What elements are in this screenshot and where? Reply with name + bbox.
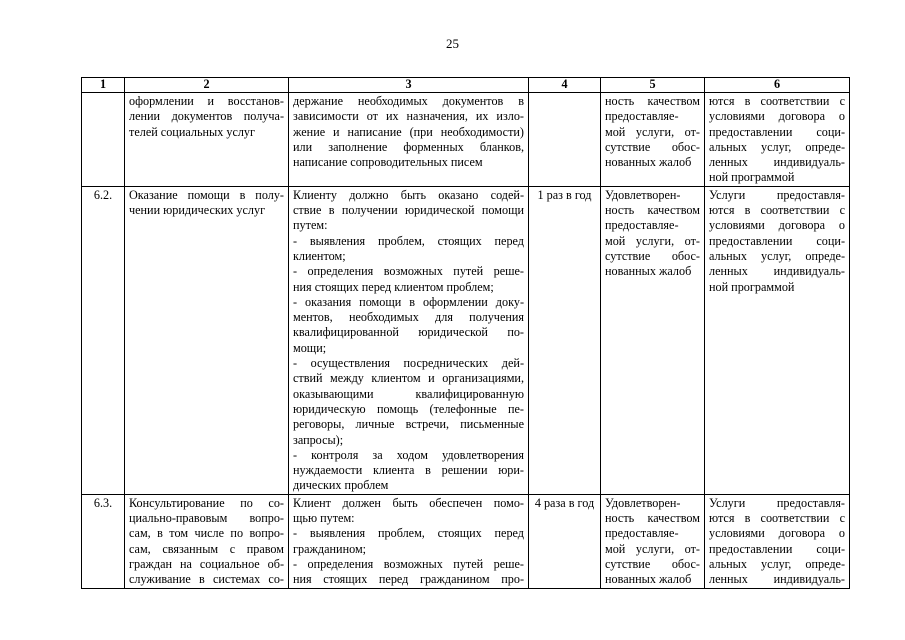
quality-indicators-line: Удовлетворен- — [605, 495, 681, 510]
service-description-line: - оказания помощи в оформлении доку- — [293, 294, 524, 309]
service-description-line: оказывающими квалифицированную — [293, 386, 524, 401]
service-description-line: путем: — [293, 218, 328, 233]
quality-indicators-line: ность качеством — [605, 94, 700, 108]
service-description-line: держание необходимых документов в — [293, 94, 524, 108]
service-description-line: квалифицированной юридической по- — [293, 325, 524, 340]
service-description-cell — [289, 494, 529, 588]
column-header-3: 3 — [289, 78, 529, 93]
service-description-line: дических проблем — [293, 478, 389, 493]
column-header-2: 2 — [125, 78, 289, 93]
column-header-1: 1 — [82, 78, 125, 93]
services-table — [81, 77, 850, 589]
service-conditions-line: ленных индивидуаль- — [709, 264, 845, 279]
table-row — [82, 93, 850, 187]
service-name-line: сам, связанным с правом — [129, 541, 284, 556]
service-description-line: реговоры, личные встречи, письменные — [293, 417, 524, 432]
service-description-line: - осуществления посреднических дей- — [293, 356, 524, 371]
quality-indicators-line: мой услуги, от- — [605, 124, 700, 139]
service-name-line: лении документов получа- — [129, 109, 284, 124]
quality-indicators-cell — [601, 93, 705, 187]
service-conditions-line: альных услуг, опреде- — [709, 556, 845, 571]
service-name-line: Оказание помощи в полу- — [129, 187, 284, 202]
service-description-line: жение и написание (при необходимости) — [293, 124, 524, 139]
service-name-line: граждан на социальное об- — [129, 556, 284, 571]
service-description-cell — [289, 186, 529, 494]
service-conditions-line: условиями договора о — [709, 526, 845, 541]
service-frequency-cell — [529, 93, 601, 187]
quality-indicators-line: сутствие обос- — [605, 556, 700, 571]
service-conditions-line: ной программой — [709, 170, 795, 185]
service-frequency-line: 1 раз в год — [537, 187, 592, 202]
service-description-line: зависимости от их назначения, их изло- — [293, 109, 524, 124]
quality-indicators-line: ность качеством — [605, 511, 700, 526]
service-conditions-cell — [705, 186, 850, 494]
quality-indicators-line: мой услуги, от- — [605, 541, 700, 556]
service-frequency-cell — [529, 186, 601, 494]
quality-indicators-line: сутствие обос- — [605, 248, 700, 263]
service-name-line: сам, в том числе по вопро- — [129, 526, 284, 541]
service-conditions-line: ленных индивидуаль- — [709, 572, 845, 587]
service-description-line: Клиент должен быть обеспечен помо- — [293, 495, 524, 510]
service-conditions-line: предоставлении соци- — [709, 541, 845, 556]
quality-indicators-line: нованных жалоб — [605, 155, 692, 170]
service-description-line: Клиенту должно быть оказано содей- — [293, 187, 524, 202]
service-conditions-line: альных услуг, опреде- — [709, 139, 845, 154]
service-name-line: циально-правовым вопро- — [129, 511, 284, 526]
table-row — [82, 186, 850, 494]
service-frequency-line: 4 раза в год — [534, 495, 595, 510]
service-description-cell — [289, 93, 529, 187]
table-header-row — [82, 78, 850, 93]
service-description-line: гражданином; — [293, 541, 367, 556]
service-description-line: мощи; — [293, 340, 327, 355]
quality-indicators-line: предоставляе- — [605, 218, 679, 233]
service-description-line: - определения возможных путей реше- — [293, 264, 524, 279]
row-number-cell: 6.2. — [82, 186, 125, 494]
service-name-line: Консультирование по со- — [129, 495, 284, 510]
service-name-line: оформлении и восстанов- — [129, 94, 284, 108]
service-description-line: ния стоящих перед клиентом проблем; — [293, 279, 494, 294]
service-description-line: - контроля за ходом удовлетворения — [293, 447, 524, 462]
service-conditions-line: Услуги предоставля- — [709, 187, 845, 202]
service-description-line: - выявления проблем, стоящих перед — [293, 526, 524, 541]
service-conditions-line: условиями договора о — [709, 109, 845, 124]
service-conditions-cell — [705, 93, 850, 187]
column-header-6: 6 — [705, 78, 850, 93]
service-description-line: запросы); — [293, 432, 344, 447]
service-description-line: или заполнение форменных бланков, — [293, 139, 524, 154]
service-name-cell — [125, 494, 289, 588]
service-conditions-line: Услуги предоставля- — [709, 495, 845, 510]
service-name-cell — [125, 186, 289, 494]
column-header-4: 4 — [529, 78, 601, 93]
service-description-line: ствие в получении юридической помощи — [293, 203, 524, 218]
quality-indicators-cell — [601, 494, 705, 588]
service-conditions-line: ются в соответствии с — [709, 203, 845, 218]
service-description-line: ствий между клиентом и организациями, — [293, 371, 524, 386]
service-name-line: чении юридических услуг — [129, 203, 266, 218]
service-description-line: написание сопроводительных писем — [293, 155, 483, 170]
quality-indicators-line: предоставляе- — [605, 526, 679, 541]
quality-indicators-line: ность качеством — [605, 203, 700, 218]
row-number-cell: 6.3. — [82, 494, 125, 588]
service-conditions-line: ются в соответствии с — [709, 94, 845, 108]
row-number-cell — [82, 93, 125, 187]
quality-indicators-line: нованных жалоб — [605, 572, 692, 587]
service-description-line: нуждаемости клиента в решении юри- — [293, 463, 524, 478]
service-conditions-line: предоставлении соци- — [709, 124, 845, 139]
service-name-cell — [125, 93, 289, 187]
quality-indicators-line: сутствие обос- — [605, 139, 700, 154]
service-conditions-line: альных услуг, опреде- — [709, 248, 845, 263]
quality-indicators-line: Удовлетворен- — [605, 187, 681, 202]
service-conditions-cell — [705, 494, 850, 588]
table-row — [82, 494, 850, 588]
service-conditions-line: предоставлении соци- — [709, 233, 845, 248]
column-header-5: 5 — [601, 78, 705, 93]
quality-indicators-line: нованных жалоб — [605, 264, 692, 279]
service-frequency-cell — [529, 494, 601, 588]
service-conditions-line: условиями договора о — [709, 218, 845, 233]
service-description-line: юридическую помощь (телефонные пе- — [293, 401, 524, 416]
quality-indicators-line: предоставляе- — [605, 109, 679, 124]
service-conditions-line: ленных индивидуаль- — [709, 155, 845, 170]
service-name-line: телей социальных услуг — [129, 124, 256, 139]
service-description-line: клиентом; — [293, 248, 346, 263]
service-description-line: - определения возможных путей реше- — [293, 556, 524, 571]
service-name-line: служивание в системах со- — [129, 572, 284, 587]
service-description-line: ния стоящих перед гражданином про- — [293, 572, 524, 587]
quality-indicators-line: мой услуги, от- — [605, 233, 700, 248]
service-description-line: ментов, необходимых для получения — [293, 310, 524, 325]
page-number: 25 — [446, 36, 459, 51]
service-conditions-line: ются в соответствии с — [709, 511, 845, 526]
service-description-line: - выявления проблем, стоящих перед — [293, 233, 524, 248]
quality-indicators-cell — [601, 186, 705, 494]
service-conditions-line: ной программой — [709, 279, 795, 294]
service-description-line: щью путем: — [293, 511, 355, 526]
